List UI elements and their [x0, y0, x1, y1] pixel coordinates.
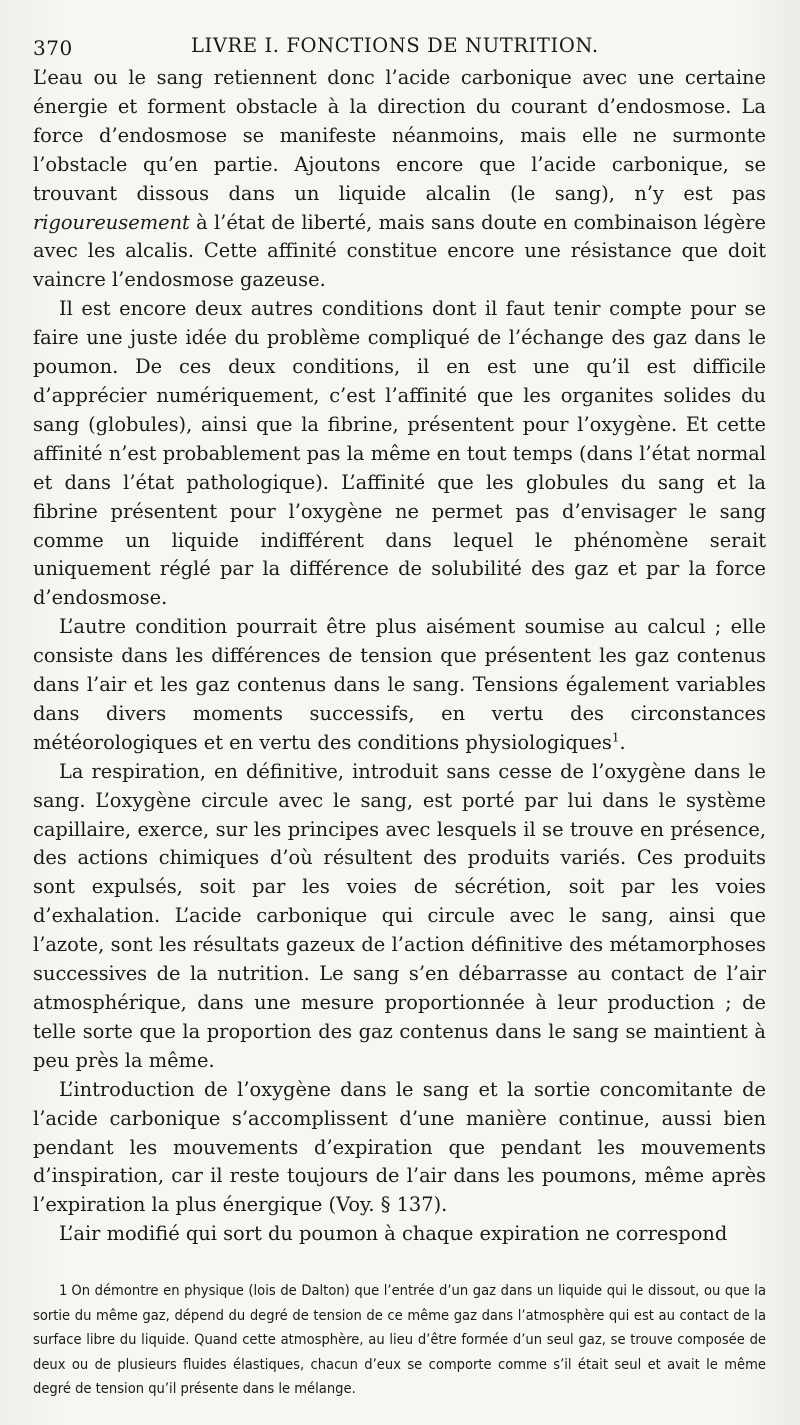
chapter-header-title: LIVRE I. FONCTIONS DE NUTRITION. — [191, 34, 599, 57]
paragraph-1 — [33, 64, 766, 295]
paragraph-1-text-b: à l’état de liberté, mais sans doute en combinaison légère avec les alcalis. Cette affinité constitue encore une résistance que doit vaincre l’endosmose gazeuse. — [33, 210, 766, 292]
footnote-number: 1 — [59, 1282, 68, 1300]
running-head — [33, 22, 766, 58]
footnote-reference: 1 — [611, 730, 620, 745]
paragraph-5: L’introduction de l’oxygène dans le sang et la sortie concomitante de l’acide carbonique s’accomplissent d’une manière continue, aussi bien pendant les mouvements d’expiration que pendant les mouvements d’inspiration, car il reste toujours de l’air dans les poumons, même après l’expiration la plus énergique (Voy. § 137). — [33, 1077, 766, 1217]
paragraph-3-text: L’autre condition pourrait être plus aisément soumise au calcul ; elle consiste dans les différences de tension que présentent les gaz contenus dans l’air et les gaz contenus dans le sang. Tensions également variables dans divers moments successifs, en vertu des circonstances météorologiques et en vertu des conditions physiologiques — [33, 615, 766, 754]
page-number: 370 — [33, 36, 73, 60]
footnote — [33, 1279, 766, 1402]
paragraph-4: La respiration, en définitive, introduit sans cesse de l’oxygène dans le sang. L’oxygène circule avec le sang, est porté par lui dans le système capillaire, exerce, sur les principes avec lesquels il se trouve en présence, des actions chimiques d’où résultent des produits variés. Ces produits sont expulsés, soit par les voies de sécrétion, soit par les voies d’exhalation. L’acide carbonique qui circule avec le sang, ainsi que l’azote, sont les résultats gazeux de l’action définitive des métamorphoses successives de la nutrition. Le sang s’en débarrasse au contact de l’air atmosphérique, dans une mesure proportionnée à leur production ; de telle sorte que la proportion des gaz contenus dans le sang se maintient à peu près la même. — [33, 759, 766, 1072]
paragraph-3-end: . — [619, 730, 626, 754]
paragraph-2: Il est encore deux autres conditions dont il faut tenir compte pour se faire une juste idée du problème compliqué de l’échange des gaz dans le poumon. De ces deux conditions, il en est une qu’il est difficile d’apprécier numériquement, c’est l’affinité que les organites solides du sang (globules), ainsi que la fibrine, présentent pour l’oxygène. Et cette affinité n’est probablement pas la même en tout temps (dans l’état normal et dans l’état pathologique). L’affinité que les globules du sang et la fibrine présentent pour l’oxygène ne permet pas d’envisager le sang comme un liquide indifférent dans lequel le phénomène serait uniquement réglé par la différence de solubilité des gaz et par la force d’endosmose. — [33, 297, 766, 610]
footnote-text: On démontre en physique (lois de Dalton) que l’entrée d’un gaz dans un liquide qui le dissout, ou que la sortie du même gaz, dépend du degré de tension de ce même gaz dans l’atmosphère qui est au contact de la surface libre du liquide. Quand cette atmosphère, au lieu d’être formée d’un seul gaz, se trouve composée de deux ou de plusieurs fluides élastiques, chacun d’eux se comporte comme s’il était seul et avait le même degré de tension qu’il présente dans le mélange. — [33, 1282, 766, 1398]
paragraph-1-text-a: L’eau ou le sang retiennent donc l’acide carbonique avec une certaine énergie et forment obstacle à la direction du courant d’endosmose. La force d’endosmose se manifeste néanmoins, mais elle ne surmonte l’obstacle qu’en partie. Ajoutons encore que l’acide carbonique, se trouvant dissous dans un liquide alcalin (le sang), n’y est pas — [33, 66, 766, 205]
paragraph-1-emphasis: rigoureusement — [33, 210, 190, 234]
paragraph-6: L’air modifié qui sort du poumon à chaque expiration ne correspond — [59, 1222, 728, 1246]
paragraph-3 — [33, 613, 766, 758]
body-text — [33, 64, 766, 1249]
